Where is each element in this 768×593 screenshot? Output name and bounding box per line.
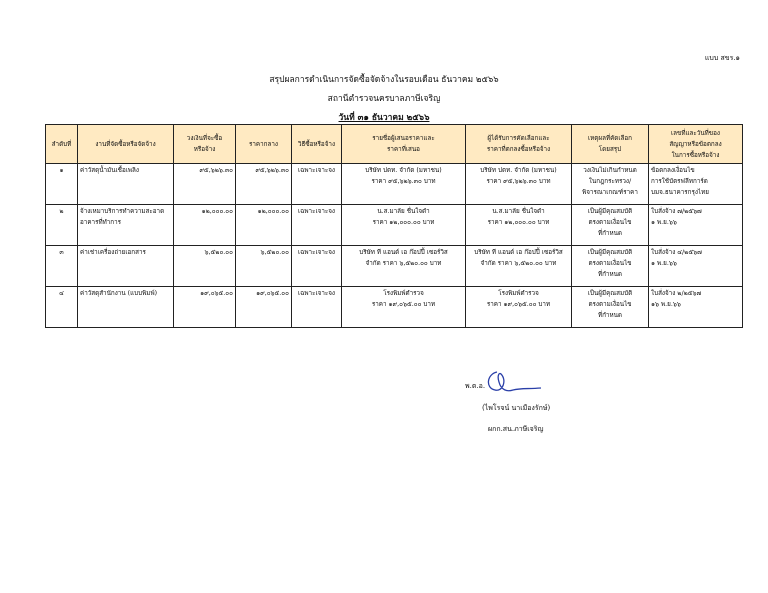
column-header-text: ราคาที่ตกลงซื้อหรือจ้าง	[486, 146, 551, 153]
form-code: แบบ สขร.๑	[704, 54, 740, 62]
cell-text: เป็นผู้มีคุณสมบัติ	[587, 208, 633, 215]
cell-text: อาคารที่ทำการ	[80, 219, 122, 226]
column-header-text: ราคากลาง	[249, 140, 278, 148]
signer-name: (ไพโรจน์ นาเมืองรักษ์)	[482, 404, 551, 412]
cell-text: ราคา ๑๒,๐๐๐.๐๐ บาท	[372, 219, 435, 226]
procurement-table	[45, 124, 743, 328]
cell-text: ใบสั่งจ้าง ๔/๒๕๖๗	[651, 249, 702, 256]
cell-median-price: ๑๒,๐๐๐.๐๐	[236, 205, 292, 246]
column-header-text: รายชื่อผู้เสนอราคาและ	[372, 135, 435, 142]
column-header-text: งานที่จัดซื้อหรือจัดจ้าง	[95, 140, 156, 148]
cell-text: เป็นผู้มีคุณสมบัติ	[587, 290, 633, 297]
cell-text: โรงพิมพ์ตำรวจ	[498, 290, 539, 297]
column-header	[466, 125, 572, 164]
cell-method: เฉพาะเจาะจง	[292, 164, 342, 205]
column-header	[572, 125, 649, 164]
cell-text: ๑ พ.ย.๖๖	[651, 260, 677, 267]
cell-text: จำกัด ราคา ๖,๕๒๐.๐๐ บาท	[365, 260, 442, 267]
column-header	[649, 125, 743, 164]
cell-text: ราคา ๑๙,๐๖๕.๐๐ บาท	[371, 301, 436, 308]
column-header	[78, 125, 174, 164]
cell-text: ๑ พ.ย.๖๖	[651, 219, 677, 226]
cell-text: บริษัท ที แอนด์ เอ ก๊อปปี้ เซอร์วิส	[474, 249, 563, 256]
cell-text: พิจารณาเกณฑ์ราคา	[582, 189, 638, 196]
cell-text: บมจ.ธนาคารกรุงไทย	[651, 189, 709, 196]
cell-text: ใบสั่งจ้าง ๒/๒๕๖๗	[651, 290, 702, 297]
cell-text: ที่กำหนด	[597, 230, 623, 237]
column-header	[174, 125, 236, 164]
table-header-row	[46, 125, 743, 164]
table-row	[46, 205, 743, 246]
cell-text: ตรงตามเงื่อนไข	[588, 301, 632, 308]
cell-winner	[466, 164, 572, 205]
cell-text: ในกฎกระทรวง/	[588, 178, 632, 185]
cell-text: น.ส.มาลัย ชื่นใจดำ	[377, 208, 430, 215]
cell-contract	[649, 246, 743, 287]
cell-budget: ๙๕,๖๒๖.๓๐	[174, 164, 236, 205]
cell-no: ๒	[46, 205, 78, 246]
column-header-text: วงเงินที่จะซื้อ	[186, 135, 223, 142]
report-title: สรุปผลการดำเนินการจัดซื้อจัดจ้างในรอบเดือน ธันวาคม ๒๕๖๖	[269, 75, 499, 85]
cell-median-price: ๙๕,๖๒๖.๓๐	[236, 164, 292, 205]
cell-no: ๑	[46, 164, 78, 205]
column-header-text: หรือจ้าง	[193, 146, 216, 153]
column-header-text: ลำดับที่	[51, 140, 72, 148]
cell-text: ตรงตามเงื่อนไข	[588, 219, 632, 226]
column-header-text: วิธีซื้อหรือจ้าง	[297, 140, 336, 148]
column-header-text: เหตุผลที่คัดเลือก	[588, 135, 632, 142]
column-header-text: ผู้ได้รับการคัดเลือกและ	[487, 135, 550, 142]
column-header-text: ในการซื้อหรือจ้าง	[671, 151, 720, 159]
cell-bidders	[342, 287, 466, 328]
column-header-text: โดยสรุป	[598, 146, 622, 153]
cell-reason	[572, 246, 649, 287]
cell-reason	[572, 287, 649, 328]
column-header	[46, 125, 78, 164]
cell-item	[78, 205, 174, 246]
cell-text: ราคา ๑๙,๐๖๕.๐๐ บาท	[486, 301, 551, 308]
table-row	[46, 287, 743, 328]
cell-reason	[572, 164, 649, 205]
cell-text: ข้อตกลงเงื่อนไข	[651, 167, 695, 174]
rank-label: พ.ต.อ.	[465, 382, 486, 390]
cell-text: ๑๖ พ.ย.๖๖	[651, 301, 681, 308]
cell-text: ที่กำหนด	[597, 271, 623, 278]
cell-text: ที่กำหนด	[597, 312, 623, 319]
cell-text: วงเงินไม่เกินกำหนด	[583, 167, 637, 174]
column-header	[342, 125, 466, 164]
cell-reason	[572, 205, 649, 246]
cell-winner	[466, 287, 572, 328]
cell-text: บริษัท ปตท. จำกัด (มหาชน)	[365, 167, 442, 174]
cell-text: โรงพิมพ์ตำรวจ	[383, 290, 424, 297]
cell-method: เฉพาะเจาะจง	[292, 246, 342, 287]
cell-text: การใช้บัตรฟลีทการ์ด	[651, 178, 708, 185]
cell-method: เฉพาะเจาะจง	[292, 205, 342, 246]
cell-text: ราคา ๙๕,๖๒๖.๓๐ บาท	[371, 178, 436, 185]
cell-text: ค่าวัสดุสำนักงาน (แบบพิมพ์)	[80, 290, 158, 297]
cell-text: ราคา ๑๒,๐๐๐.๐๐ บาท	[487, 219, 550, 226]
cell-text: ราคา ๙๕,๖๒๖.๓๐ บาท	[486, 178, 551, 185]
report-date: วันที่ ๓๑ ธันวาคม ๒๕๖๖	[338, 113, 430, 123]
cell-item	[78, 246, 174, 287]
cell-text: เป็นผู้มีคุณสมบัติ	[587, 249, 633, 256]
cell-bidders	[342, 205, 466, 246]
cell-median-price: ๑๙,๐๖๕.๐๐	[236, 287, 292, 328]
cell-text: น.ส.มาลัย ชื่นใจดำ	[492, 208, 545, 215]
cell-text: ค่าวัสดุน้ำมันเชื้อเพลิง	[80, 167, 139, 174]
column-header	[236, 125, 292, 164]
signature-mark	[483, 368, 543, 396]
cell-text: ค่าเช่าเครื่องถ่ายเอกสาร	[80, 249, 146, 256]
signer-position: ผกก.สน.ภาษีเจริญ	[488, 425, 544, 433]
station-name: สถานีตำรวจนครบาลภาษีเจริญ	[327, 94, 441, 104]
cell-method: เฉพาะเจาะจง	[292, 287, 342, 328]
cell-median-price: ๖,๕๒๐.๐๐	[236, 246, 292, 287]
cell-text: ตรงตามเงื่อนไข	[588, 260, 632, 267]
column-header-text: เลขที่และวันที่ของ	[671, 129, 720, 137]
column-header-text: สัญญาหรือข้อตกลง	[669, 140, 722, 148]
column-header-text: ราคาที่เสนอ	[387, 146, 420, 153]
cell-winner	[466, 246, 572, 287]
cell-text: บริษัท ปตท. จำกัด (มหาชน)	[480, 167, 557, 174]
column-header	[292, 125, 342, 164]
cell-no: ๔	[46, 287, 78, 328]
cell-contract	[649, 164, 743, 205]
cell-text: ใบสั่งจ้าง ๗/๒๕๖๗	[651, 208, 702, 215]
cell-contract	[649, 205, 743, 246]
cell-bidders	[342, 164, 466, 205]
cell-winner	[466, 205, 572, 246]
cell-text: จ้างเหมาบริการทำความสะอาด	[80, 208, 165, 215]
cell-no: ๓	[46, 246, 78, 287]
table-row	[46, 246, 743, 287]
cell-item	[78, 287, 174, 328]
cell-budget: ๑๒,๐๐๐.๐๐	[174, 205, 236, 246]
cell-text: บริษัท ที แอนด์ เอ ก๊อปปี้ เซอร์วิส	[359, 249, 448, 256]
cell-text: จำกัด ราคา ๖,๕๒๐.๐๐ บาท	[480, 260, 557, 267]
cell-budget: ๖,๕๒๐.๐๐	[174, 246, 236, 287]
table-row	[46, 164, 743, 205]
cell-budget: ๑๙,๐๖๕.๐๐	[174, 287, 236, 328]
cell-bidders	[342, 246, 466, 287]
cell-item	[78, 164, 174, 205]
cell-contract	[649, 287, 743, 328]
